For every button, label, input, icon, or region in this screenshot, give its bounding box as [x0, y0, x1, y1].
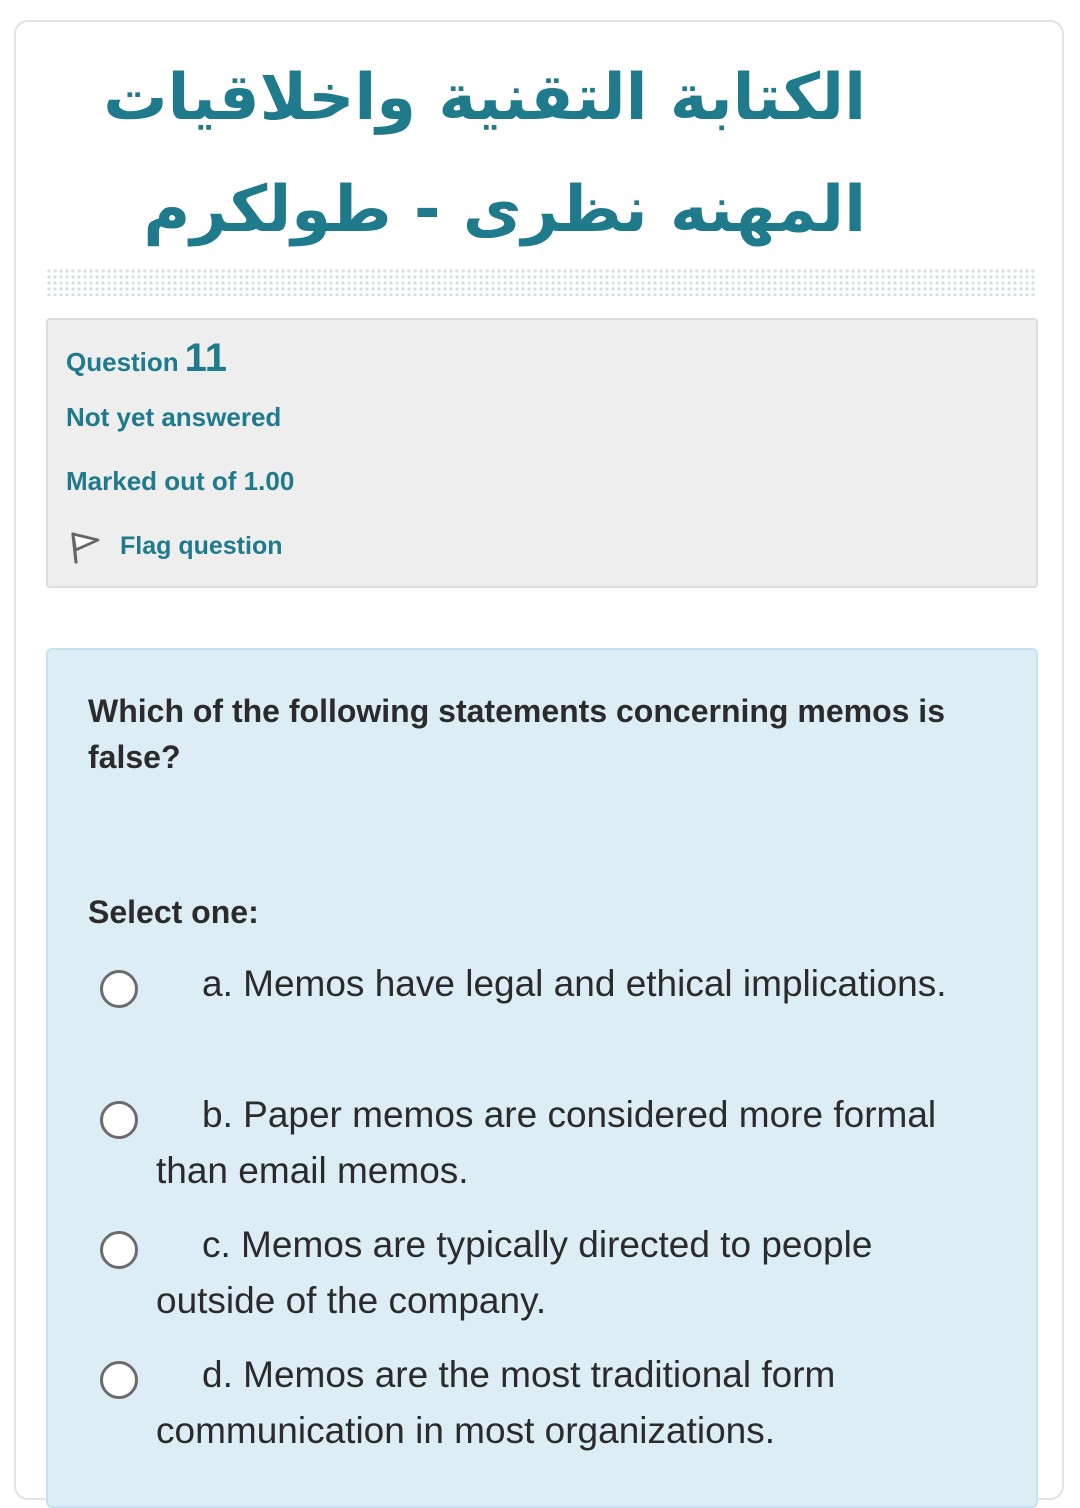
course-title: الكتابة التقنية واخلاقيات المهنه نظرى - طولكرم — [103, 61, 866, 247]
answer-radio-a[interactable] — [100, 970, 138, 1008]
question-content-panel — [46, 648, 1038, 1508]
answer-option-d[interactable] — [88, 1347, 988, 1457]
answer-option-b[interactable] — [88, 1087, 988, 1197]
quiz-page-card — [14, 20, 1064, 1500]
answer-radio-c[interactable] — [100, 1231, 138, 1269]
question-number-label: Question — [66, 347, 179, 377]
dotted-divider — [46, 268, 1036, 296]
question-info-panel — [46, 318, 1038, 588]
question-state: Not yet answered — [66, 402, 282, 432]
question-grade: Marked out of 1.00 — [66, 466, 295, 496]
answer-label-a[interactable]: a. Memos have legal and ethical implications. — [202, 963, 947, 1004]
answer-label-c[interactable]: c. Memos are typically directed to people outside of the company. — [156, 1224, 873, 1321]
question-number-value: 11 — [184, 336, 227, 380]
answer-option-a[interactable] — [88, 956, 988, 1066]
answer-label-b[interactable]: b. Paper memos are considered more formal than email memos. — [156, 1094, 937, 1191]
flag-outline-icon — [66, 526, 106, 566]
answer-radio-b[interactable] — [100, 1101, 138, 1139]
select-one-prompt: Select one: — [88, 894, 259, 930]
answer-option-c[interactable] — [88, 1217, 988, 1327]
question-number — [66, 336, 227, 381]
flag-question-label: Flag question — [120, 531, 283, 560]
answer-radio-d[interactable] — [100, 1361, 138, 1399]
flag-question-button[interactable] — [66, 526, 283, 566]
answer-label-d[interactable]: d. Memos are the most traditional form communication in most organizations. — [156, 1354, 836, 1451]
question-text: Which of the following statements concerning memos is false? — [88, 693, 945, 775]
